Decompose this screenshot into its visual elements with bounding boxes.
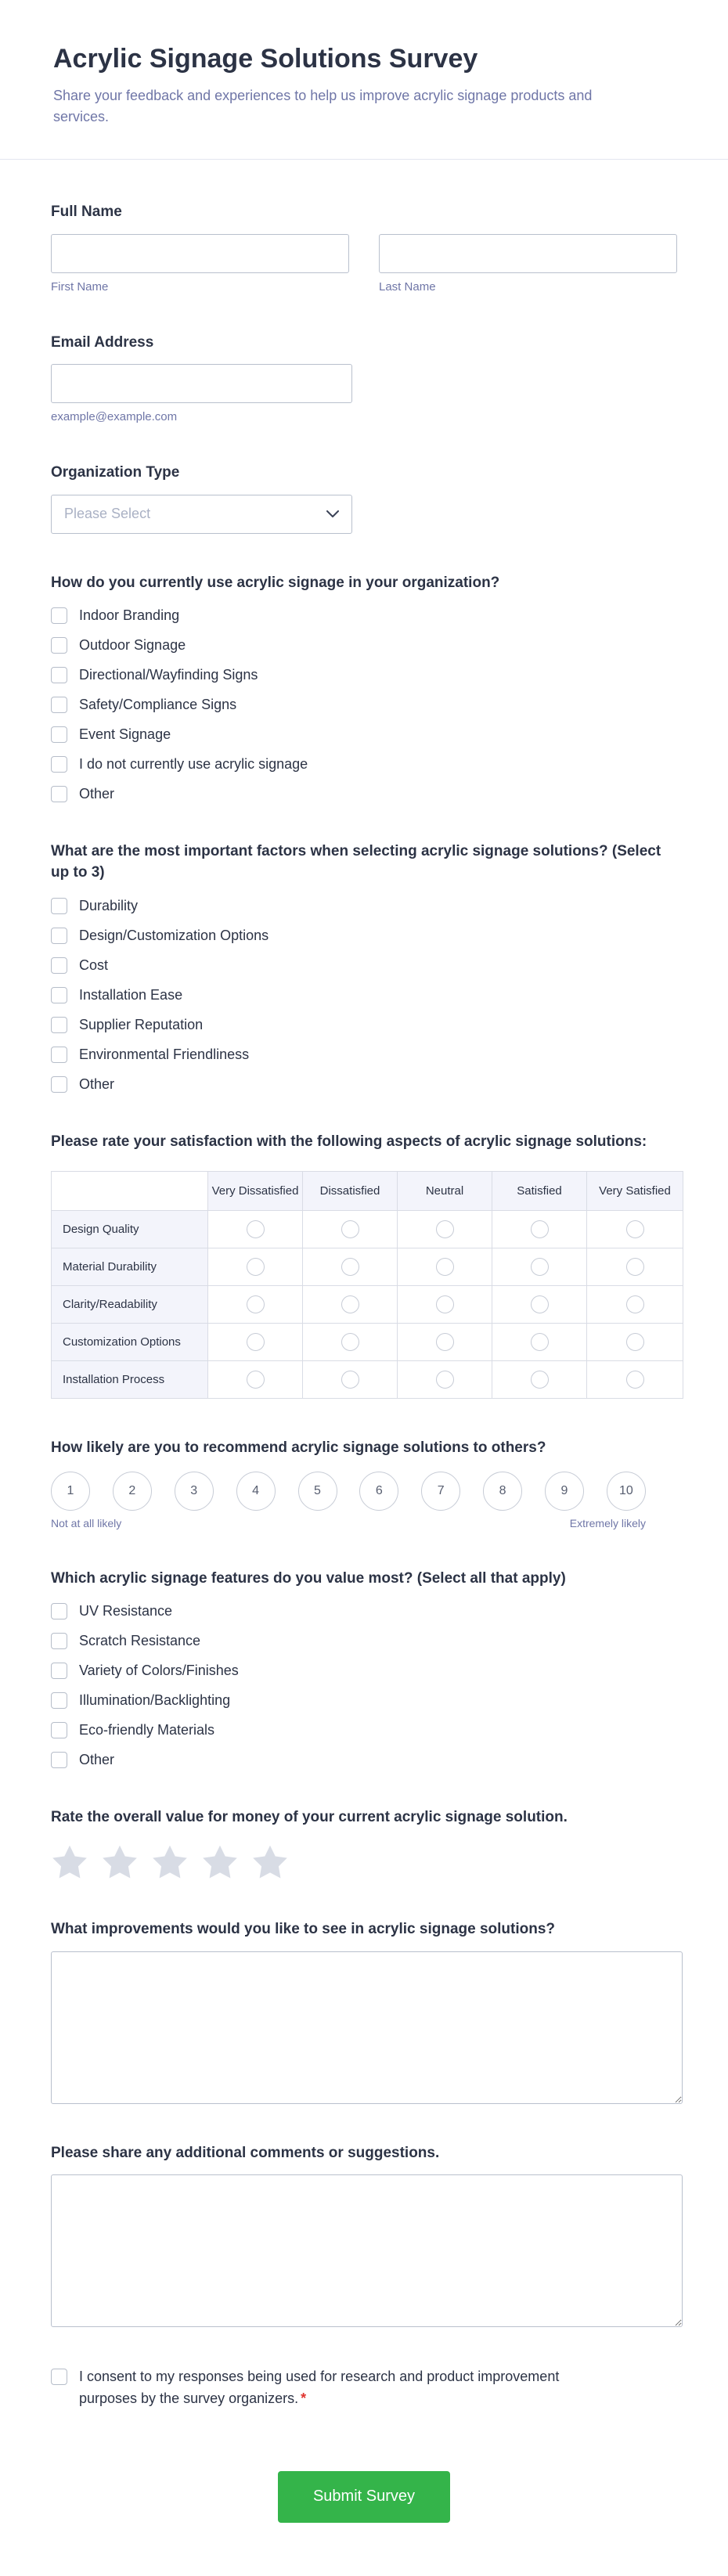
radio-button[interactable] bbox=[436, 1333, 454, 1351]
improvements-label: What improvements would you like to see in acrylic signage solutions? bbox=[51, 1920, 556, 1937]
radio-button[interactable] bbox=[436, 1295, 454, 1313]
matrix-row bbox=[52, 1286, 683, 1324]
factors-option bbox=[51, 928, 677, 944]
usage-option bbox=[51, 667, 677, 683]
option-label: Scratch Resistance bbox=[79, 1633, 201, 1649]
matrix-cell bbox=[303, 1286, 398, 1324]
star-icon[interactable] bbox=[151, 1844, 189, 1880]
matrix-cell bbox=[303, 1361, 398, 1399]
consent-label: I consent to my responses being used for research and product improvement purposes by the survey organizers. * bbox=[79, 2369, 560, 2407]
question-recommend-scale bbox=[51, 1438, 677, 1529]
radio-button[interactable] bbox=[341, 1333, 359, 1351]
option-label: Directional/Wayfinding Signs bbox=[79, 667, 258, 683]
scale-edge-labels bbox=[51, 1517, 646, 1529]
question-factors bbox=[51, 841, 677, 1092]
usage-options bbox=[51, 607, 677, 802]
consent-checkbox[interactable] bbox=[51, 2369, 67, 2385]
question-usage bbox=[51, 573, 677, 803]
recommend-label: How likely are you to recommend acrylic signage solutions to others? bbox=[51, 1439, 546, 1457]
radio-button[interactable] bbox=[436, 1258, 454, 1276]
checkbox[interactable] bbox=[51, 697, 67, 713]
full-name-label: Full Name bbox=[51, 204, 122, 220]
option-label: Other bbox=[79, 1752, 115, 1768]
last-name-field bbox=[379, 234, 677, 294]
submit-row bbox=[51, 2471, 677, 2570]
radio-button[interactable] bbox=[626, 1295, 644, 1313]
first-name-sublabel: First Name bbox=[51, 279, 109, 294]
name-row bbox=[51, 234, 677, 294]
required-asterisk: * bbox=[301, 2390, 307, 2407]
matrix-cell bbox=[587, 1361, 683, 1399]
scale-option-6[interactable]: 6 bbox=[359, 1472, 398, 1511]
organization-label: Organization Type bbox=[51, 464, 180, 481]
matrix-cell bbox=[492, 1286, 587, 1324]
matrix-row-label: Clarity/Readability bbox=[52, 1286, 208, 1324]
comments-label: Please share any additional comments or suggestions. bbox=[51, 2144, 440, 2161]
factors-label: What are the most important factors when selecting acrylic signage solutions? (Select up to 3) bbox=[51, 843, 661, 881]
checkbox[interactable] bbox=[51, 1047, 67, 1063]
matrix-cell bbox=[587, 1324, 683, 1361]
question-improvements bbox=[51, 1919, 677, 2104]
matrix-column-header: Dissatisfied bbox=[303, 1172, 398, 1211]
matrix-cell bbox=[208, 1286, 303, 1324]
checkbox[interactable] bbox=[51, 667, 67, 683]
question-organization-type bbox=[51, 463, 677, 534]
matrix-cell bbox=[208, 1361, 303, 1399]
features-option bbox=[51, 1752, 677, 1768]
checkbox[interactable] bbox=[51, 957, 67, 974]
form-title: Acrylic Signage Solutions Survey bbox=[53, 44, 478, 74]
checkbox[interactable] bbox=[51, 786, 67, 802]
checkbox[interactable] bbox=[51, 1722, 67, 1738]
organization-select[interactable] bbox=[51, 495, 352, 534]
scale-option-3[interactable]: 3 bbox=[175, 1472, 214, 1511]
form-subtitle: Share your feedback and experiences to help us improve acrylic signage products and services. bbox=[53, 88, 593, 124]
checkbox[interactable] bbox=[51, 756, 67, 773]
matrix-cell bbox=[398, 1286, 492, 1324]
matrix-row-label: Material Durability bbox=[52, 1248, 208, 1286]
form-body bbox=[0, 160, 728, 2570]
matrix-cell bbox=[208, 1324, 303, 1361]
radio-button[interactable] bbox=[341, 1371, 359, 1389]
improvements-textarea[interactable] bbox=[51, 1951, 683, 2104]
checkbox[interactable] bbox=[51, 1633, 67, 1649]
star-icon[interactable] bbox=[251, 1844, 289, 1880]
question-comments bbox=[51, 2143, 677, 2328]
radio-button[interactable] bbox=[341, 1295, 359, 1313]
first-name-input[interactable] bbox=[51, 234, 349, 273]
matrix-cell bbox=[398, 1248, 492, 1286]
checkbox[interactable] bbox=[51, 1603, 67, 1619]
matrix-column-header: Satisfied bbox=[492, 1172, 587, 1211]
factors-option bbox=[51, 898, 677, 914]
question-satisfaction-matrix bbox=[51, 1132, 677, 1400]
matrix-cell bbox=[587, 1211, 683, 1248]
matrix-cell bbox=[587, 1286, 683, 1324]
features-option bbox=[51, 1633, 677, 1649]
factors-option bbox=[51, 1047, 677, 1063]
radio-button[interactable] bbox=[436, 1371, 454, 1389]
question-email bbox=[51, 333, 677, 424]
last-name-sublabel: Last Name bbox=[379, 279, 436, 294]
first-name-field bbox=[51, 234, 349, 294]
consent-row bbox=[51, 2366, 677, 2410]
usage-option bbox=[51, 756, 677, 773]
matrix-row-label: Installation Process bbox=[52, 1361, 208, 1399]
matrix-label: Please rate your satisfaction with the following aspects of acrylic signage solutions: bbox=[51, 1133, 647, 1150]
option-label: Other bbox=[79, 1075, 115, 1092]
scale-option-4[interactable]: 4 bbox=[236, 1472, 276, 1511]
option-label: Outdoor Signage bbox=[79, 637, 186, 654]
matrix-corner-cell bbox=[52, 1172, 208, 1211]
scale-option-8[interactable]: 8 bbox=[483, 1472, 522, 1511]
matrix-cell bbox=[492, 1361, 587, 1399]
option-label: Installation Ease bbox=[79, 986, 183, 1003]
option-label: Other bbox=[79, 786, 115, 802]
radio-button[interactable] bbox=[531, 1295, 549, 1313]
scale-option-10[interactable]: 10 bbox=[607, 1472, 646, 1511]
radio-button[interactable] bbox=[247, 1295, 265, 1313]
radio-button[interactable] bbox=[531, 1258, 549, 1276]
radio-button[interactable] bbox=[626, 1371, 644, 1389]
star-icon[interactable] bbox=[51, 1844, 88, 1880]
option-label: Illumination/Backlighting bbox=[79, 1692, 231, 1709]
radio-button[interactable] bbox=[247, 1258, 265, 1276]
question-value-rating bbox=[51, 1807, 677, 1880]
option-label: Supplier Reputation bbox=[79, 1016, 204, 1032]
scale-option-2[interactable]: 2 bbox=[113, 1472, 152, 1511]
matrix-row bbox=[52, 1361, 683, 1399]
checkbox[interactable] bbox=[51, 637, 67, 654]
checkbox[interactable] bbox=[51, 726, 67, 743]
radio-button[interactable] bbox=[626, 1258, 644, 1276]
matrix-cell bbox=[398, 1324, 492, 1361]
factors-option bbox=[51, 1076, 677, 1093]
radio-button[interactable] bbox=[341, 1220, 359, 1238]
checkbox[interactable] bbox=[51, 898, 67, 914]
matrix-cell bbox=[492, 1248, 587, 1286]
radio-button[interactable] bbox=[626, 1220, 644, 1238]
factors-option bbox=[51, 1017, 677, 1033]
radio-button[interactable] bbox=[531, 1371, 549, 1389]
radio-button[interactable] bbox=[436, 1220, 454, 1238]
matrix-column-header: Very Dissatisfied bbox=[208, 1172, 303, 1211]
option-label: Variety of Colors/Finishes bbox=[79, 1663, 239, 1679]
matrix-row bbox=[52, 1211, 683, 1248]
matrix-cell bbox=[303, 1211, 398, 1248]
option-label: UV Resistance bbox=[79, 1603, 173, 1619]
matrix-cell bbox=[492, 1211, 587, 1248]
value-rating-label: Rate the overall value for money of your current acrylic signage solution. bbox=[51, 1809, 568, 1826]
form-header bbox=[0, 0, 728, 159]
matrix-cell bbox=[208, 1211, 303, 1248]
comments-textarea[interactable] bbox=[51, 2174, 683, 2327]
option-label: Cost bbox=[79, 957, 109, 973]
radio-button[interactable] bbox=[247, 1220, 265, 1238]
option-label: Indoor Branding bbox=[79, 607, 180, 624]
scale-option-7[interactable]: 7 bbox=[421, 1472, 460, 1511]
submit-button[interactable]: Submit Survey bbox=[278, 2471, 450, 2523]
radio-button[interactable] bbox=[626, 1333, 644, 1351]
matrix-cell bbox=[398, 1361, 492, 1399]
features-option bbox=[51, 1663, 677, 1679]
matrix-row-label: Customization Options bbox=[52, 1324, 208, 1361]
checkbox[interactable] bbox=[51, 987, 67, 1003]
matrix-header-row bbox=[52, 1172, 683, 1211]
option-label: I do not currently use acrylic signage bbox=[79, 756, 308, 773]
usage-option bbox=[51, 637, 677, 654]
features-options bbox=[51, 1603, 677, 1768]
star-icon[interactable] bbox=[201, 1844, 239, 1880]
radio-button[interactable] bbox=[341, 1258, 359, 1276]
email-label: Email Address bbox=[51, 333, 154, 351]
scale-option-5[interactable]: 5 bbox=[298, 1472, 337, 1511]
matrix-column-header: Very Satisfied bbox=[587, 1172, 683, 1211]
matrix-cell bbox=[303, 1324, 398, 1361]
radio-button[interactable] bbox=[531, 1333, 549, 1351]
matrix-cell bbox=[587, 1248, 683, 1286]
checkbox[interactable] bbox=[51, 1752, 67, 1768]
factors-option bbox=[51, 957, 677, 974]
select-placeholder: Please Select bbox=[64, 506, 151, 522]
question-full-name bbox=[51, 202, 677, 294]
scale-option-9[interactable]: 9 bbox=[545, 1472, 584, 1511]
matrix-row bbox=[52, 1324, 683, 1361]
recommend-scale bbox=[51, 1472, 646, 1511]
checkbox[interactable] bbox=[51, 1017, 67, 1033]
usage-option bbox=[51, 726, 677, 743]
option-label: Design/Customization Options bbox=[79, 927, 269, 943]
email-input[interactable] bbox=[51, 364, 352, 403]
checkbox[interactable] bbox=[51, 1076, 67, 1093]
features-option bbox=[51, 1603, 677, 1619]
option-label: Eco-friendly Materials bbox=[79, 1722, 215, 1738]
factors-options bbox=[51, 898, 677, 1093]
matrix-row-label: Design Quality bbox=[52, 1211, 208, 1248]
last-name-input[interactable] bbox=[379, 234, 677, 273]
radio-button[interactable] bbox=[531, 1220, 549, 1238]
satisfaction-matrix-table bbox=[51, 1171, 683, 1399]
matrix-cell bbox=[208, 1248, 303, 1286]
star-icon[interactable] bbox=[101, 1844, 139, 1880]
usage-option bbox=[51, 697, 677, 713]
usage-option bbox=[51, 607, 677, 624]
matrix-row bbox=[52, 1248, 683, 1286]
radio-button[interactable] bbox=[247, 1371, 265, 1389]
scale-min-label: Not at all likely bbox=[51, 1516, 122, 1529]
usage-label: How do you currently use acrylic signage in your organization? bbox=[51, 574, 500, 591]
radio-button[interactable] bbox=[247, 1333, 265, 1351]
factors-option bbox=[51, 987, 677, 1003]
features-option bbox=[51, 1692, 677, 1709]
checkbox[interactable] bbox=[51, 607, 67, 624]
scale-max-label: Extremely likely bbox=[569, 1516, 646, 1529]
checkbox[interactable] bbox=[51, 1692, 67, 1709]
checkbox[interactable] bbox=[51, 1663, 67, 1679]
matrix-cell bbox=[398, 1211, 492, 1248]
matrix-cell bbox=[303, 1248, 398, 1286]
question-features bbox=[51, 1569, 677, 1769]
usage-option bbox=[51, 786, 677, 802]
option-label: Event Signage bbox=[79, 726, 171, 743]
features-option bbox=[51, 1722, 677, 1738]
star-rating bbox=[51, 1844, 677, 1880]
option-label: Safety/Compliance Signs bbox=[79, 697, 237, 713]
email-sublabel: example@example.com bbox=[51, 410, 178, 424]
matrix-column-header: Neutral bbox=[398, 1172, 492, 1211]
scale-option-1[interactable]: 1 bbox=[51, 1472, 90, 1511]
option-label: Durability bbox=[79, 897, 139, 913]
checkbox[interactable] bbox=[51, 928, 67, 944]
matrix-cell bbox=[492, 1324, 587, 1361]
option-label: Environmental Friendliness bbox=[79, 1046, 250, 1062]
chevron-down-icon bbox=[326, 510, 339, 518]
features-label: Which acrylic signage features do you value most? (Select all that apply) bbox=[51, 1569, 566, 1587]
